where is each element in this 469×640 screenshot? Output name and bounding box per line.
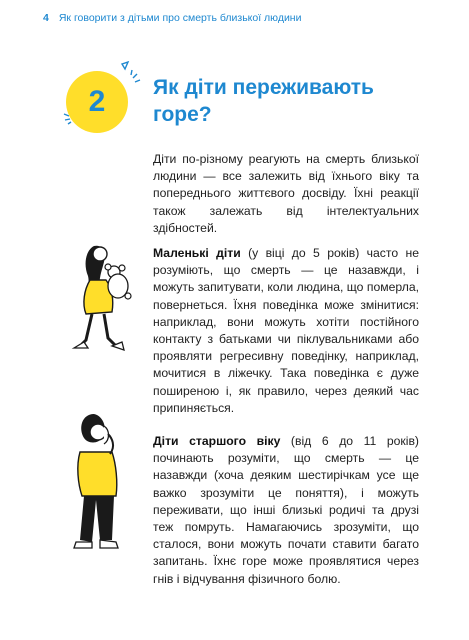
section-number: 2 xyxy=(88,85,106,118)
page-number: 4 xyxy=(43,12,49,24)
young-children-heading: Маленькі діти xyxy=(153,246,241,260)
young-children-paragraph xyxy=(153,245,419,417)
older-children-heading: Діти старшого віку xyxy=(153,434,281,448)
section-title-line1: Як діти переживають xyxy=(153,76,374,99)
girl-with-teddy-illustration xyxy=(68,240,150,358)
section-title-line2: горе? xyxy=(153,103,212,126)
older-children-text: (від 6 до 11 років) починають розуміти, що смерть — це назавжди (хоча деяким шестирічкам усе ще важко зрозуміти це поняття), і можуть переживати, що інші близькі родичі та друзі теж помруть. Намагаючись зрозуміти, що сталося, вони можуть почати ставити багато запитань. Їхнє горе може проявлятися через гнів і відчування фізичного болю. xyxy=(153,434,419,586)
older-children-paragraph xyxy=(153,433,419,588)
running-title: Як говорити з дітьми про смерть близької людини xyxy=(58,12,302,24)
running-header xyxy=(43,12,301,24)
section-number-badge xyxy=(66,71,128,133)
intro-paragraph: Діти по-різному реагують на смерть близької людини — все залежить від їхнього віку та попереднього життєвого досвіду. Їхні реакції також залежать від інтелектуальних здібностей. xyxy=(153,152,419,235)
boy-covering-face-illustration xyxy=(70,410,146,562)
young-children-text: (у віці до 5 років) часто не розуміють, що смерть — це назавжди, і можуть запитувати, коли людина, що померла, повернеться. Їхня поведінка може змінитися: наприклад, вони можуть хотіти постійного контакту з батьками чи піклувальниками або проявляти регресивну поведінку, наприклад, мочитися в ліжечку. Така поведінка є дуже поширеною і, як правило, через деякий час припиняється. xyxy=(153,246,420,415)
section-title xyxy=(153,74,374,128)
